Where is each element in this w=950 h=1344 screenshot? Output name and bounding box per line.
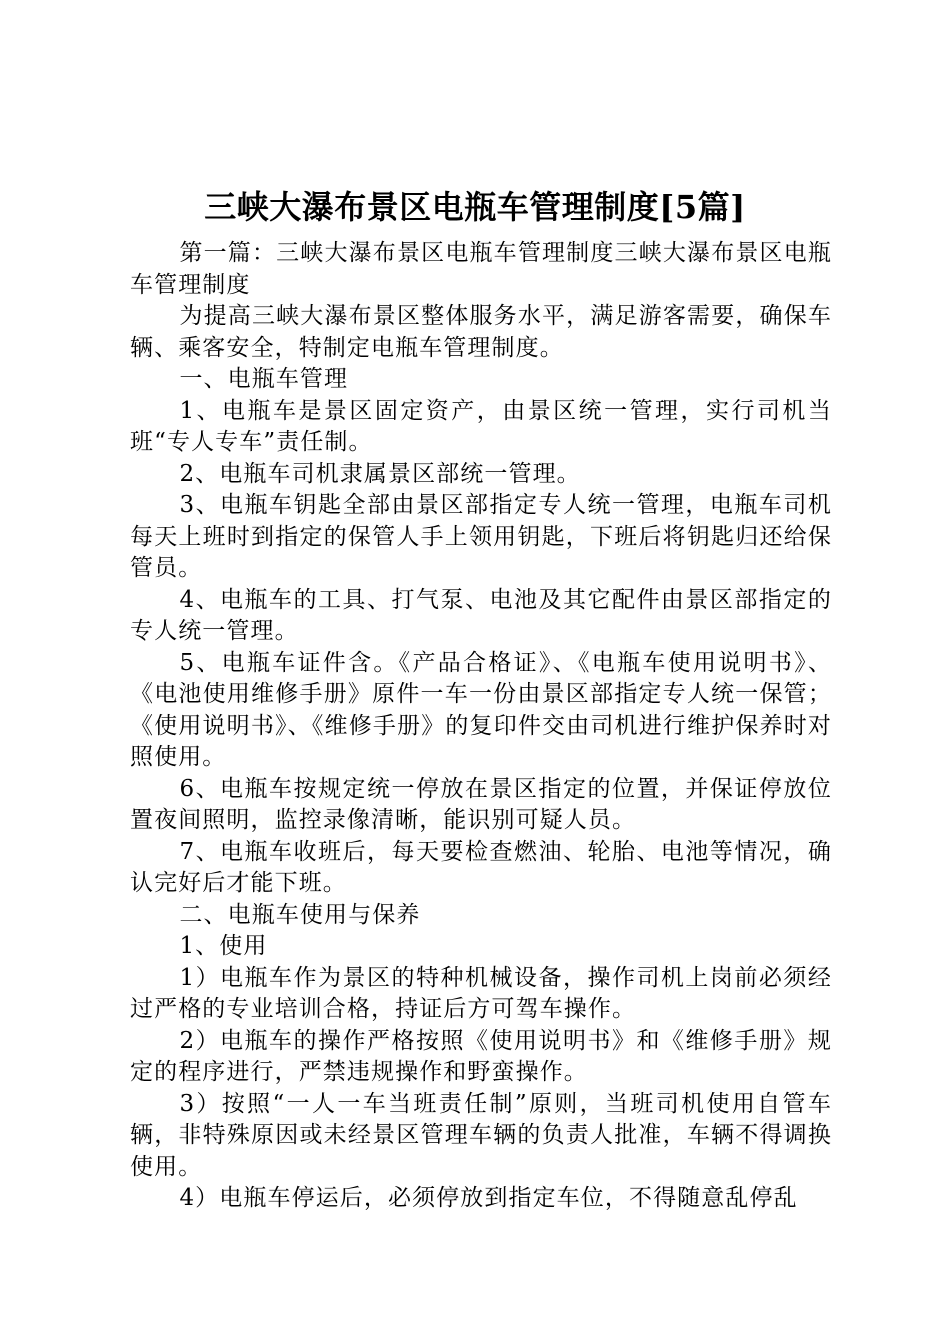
paragraph: 1）电瓶车作为景区的特种机械设备，操作司机上岗前必须经过严格的专业培训合格，持证后方可驾车操作。 [130, 964, 832, 1022]
paragraph: 5、电瓶车证件含。《产品合格证》、《电瓶车使用说明书》、《电池使用维修手册》原件一车一份由景区部指定专人统一保管；《使用说明书》、《维修手册》的复印件交由司机进行维护保养时对照使用。 [130, 649, 832, 770]
paragraph: 7、电瓶车收班后，每天要检查燃油、轮胎、电池等情况，确认完好后才能下班。 [130, 838, 832, 896]
subsection-heading: 1、使用 [179, 933, 268, 959]
paragraph: 1、电瓶车是景区固定资产，由景区统一管理，实行司机当班“专人专车”责任制。 [130, 397, 832, 455]
paragraph: 3、电瓶车钥匙全部由景区部指定专人统一管理，电瓶车司机每天上班时到指定的保管人手上领用钥匙，下班后将钥匙归还给保管员。 [130, 492, 832, 581]
paragraph: 4）电瓶车停运后，必须停放到指定车位，不得随意乱停乱 [179, 1185, 798, 1211]
section-heading: 二、电瓶车使用与保养 [179, 901, 421, 928]
document-body [130, 238, 832, 1215]
paragraph: 为提高三峡大瀑布景区整体服务水平，满足游客需要，确保车辆、乘客安全，特制定电瓶车管理制度。 [130, 303, 832, 361]
paragraph: 第一篇：三峡大瀑布景区电瓶车管理制度三峡大瀑布景区电瓶车管理制度 [130, 240, 832, 298]
paragraph: 2、电瓶车司机隶属景区部统一管理。 [179, 460, 581, 487]
paragraph: 3）按照“一人一车当班责任制”原则，当班司机使用自管车辆，非特殊原因或未经景区管理车辆的负责人批准，车辆不得调换使用。 [130, 1090, 832, 1180]
paragraph: 2）电瓶车的操作严格按照《使用说明书》和《维修手册》规定的程序进行，严禁违规操作和野蛮操作。 [130, 1027, 832, 1085]
document-title: 三峡大瀑布景区电瓶车管理制度[5篇] [204, 188, 746, 226]
section-heading: 一、电瓶车管理 [179, 366, 349, 392]
paragraph: 4、电瓶车的工具、打气泵、电池及其它配件由景区部指定的专人统一管理。 [130, 586, 832, 644]
paragraph: 6、电瓶车按规定统一停放在景区指定的位置，并保证停放位置夜间照明，监控录像清晰，能识别可疑人员。 [130, 775, 832, 833]
